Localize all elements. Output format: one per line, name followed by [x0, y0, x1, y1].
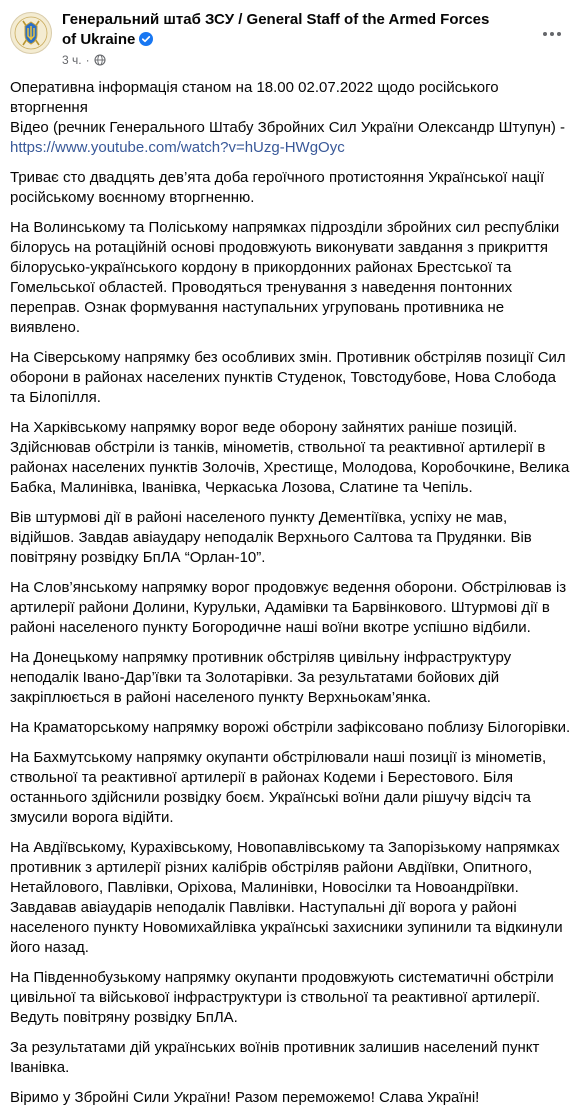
video-credit: Відео (речник Генерального Штабу Збройних Сил України Олександр Штупун) - — [10, 119, 566, 136]
post-title: Оперативна інформація станом на 18.00 02.07.2022 щодо російського вторгнення — [10, 79, 499, 116]
verified-badge-icon — [139, 32, 153, 52]
paragraph: На Сіверському напрямку без особливих змін. Противник обстріляв позиції Сил оборони в районах населених пунктів Студенок, Товстодубове, Нова Слобода та Білопілля. — [10, 349, 566, 406]
post-header — [10, 8, 570, 68]
paragraph: Триває сто двадцять дев’ята доба героїчного протистояння Української нації російському воєнному вторгненню. — [10, 169, 545, 206]
post-meta — [62, 52, 106, 70]
paragraph: На Харківському напрямку ворог веде оборону зайнятих раніше позицій. Здійснював обстріли із танків, мінометів, ствольної та реактивної артилерії в районах населених пунктів Золочів, Хрестище, Молодова, Коробочкине, Велика Бабка, Малинівка, Іванівка, Черкаська Лозова, Слатине та Чепіль. — [10, 419, 570, 496]
paragraph: Віримо у Збройні Сили України! Разом переможемо! Слава Україні! — [10, 1089, 480, 1106]
meta-separator: · — [85, 53, 90, 67]
paragraph: Вів штурмові дії в районі населеного пункту Дементіївка, успіху не мав, відійшов. Завдав авіаудару неподалік Верхнього Салтова та Прудянки. Вів повітряну розвідку БпЛА “Орлан-10”. — [10, 509, 532, 566]
paragraph: За результатами дій українських воїнів противник залишив населений пункт Іванівка. — [10, 1039, 540, 1076]
coat-of-arms-icon[interactable] — [10, 12, 52, 54]
post-text — [10, 78, 572, 1118]
paragraph: На Бахмутському напрямку окупанти обстрілювали наші позиції із мінометів, ствольної та реактивної артилерії в районах Кодеми і Берестового. Біля останнього здійснили розвідку боєм. Українські воїни дали рішучу відсіч та змусили ворога відійти. — [10, 749, 547, 826]
more-options-icon[interactable] — [538, 20, 566, 48]
paragraph: На Донецькому напрямку противник обстріляв цивільну інфраструктуру неподалік Івано-Дар’ївки та Золотарівки. За результатами бойових дій закріплюється в районі населеного пункту Верхньокам’янка. — [10, 649, 512, 706]
globe-icon — [94, 54, 106, 70]
paragraph: На Авдіївському, Курахівському, Новопавлівському та Запорізькому напрямках противник з артилерії різних калібрів обстріляв райони Авдіївки, Опитного, Нетайлового, Павлівки, Оріхова, Малинівки, Новосілки та Новоандріївки. Завдавав авіаударів неподалік Павлівки. Наступальні дії ворога у районі населеного пункту Новомихайлівка українські захисники зупинили та відкинули його назад. — [10, 839, 563, 956]
video-link[interactable]: https://www.youtube.com/watch?v=hUzg-HWgOyc — [10, 139, 345, 156]
paragraph: На Краматорському напрямку ворожі обстріли зафіксовано поблизу Білогорівки. — [10, 719, 571, 736]
paragraph: На Волинському та Поліському напрямках підрозділи збройних сил республіки білорусь на ротаційній основі продовжують виконувати завдання з прикриття білорусько-українського кордону в прикордонних районах Брестської та Гомельської областей. Проводяться тренування з наведення понтонних переправ. Ознак формування наступальних угруповань противника не виявлено. — [10, 219, 560, 336]
video-link-line — [10, 138, 572, 158]
author-name[interactable] — [62, 10, 502, 52]
paragraph: На Слов’янському напрямку ворог продовжує ведення оборони. Обстрілював із артилерії райони Долини, Курульки, Адамівки та Барвінкового. Штурмові дії в районі населеного пункту Богородичне наші воїни вкотре успішно відбили. — [10, 579, 567, 636]
author-name-text[interactable]: Генеральний штаб ЗСУ / General Staff of the Armed Forces of Ukraine — [62, 11, 490, 48]
post-time[interactable]: 3 ч. — [62, 53, 82, 67]
paragraph: На Південнобузькому напрямку окупанти продовжують систематичні обстріли цивільної та військової інфраструктури із ствольної та реактивної артилерії. Ведуть повітряну розвідку БпЛА. — [10, 969, 554, 1026]
